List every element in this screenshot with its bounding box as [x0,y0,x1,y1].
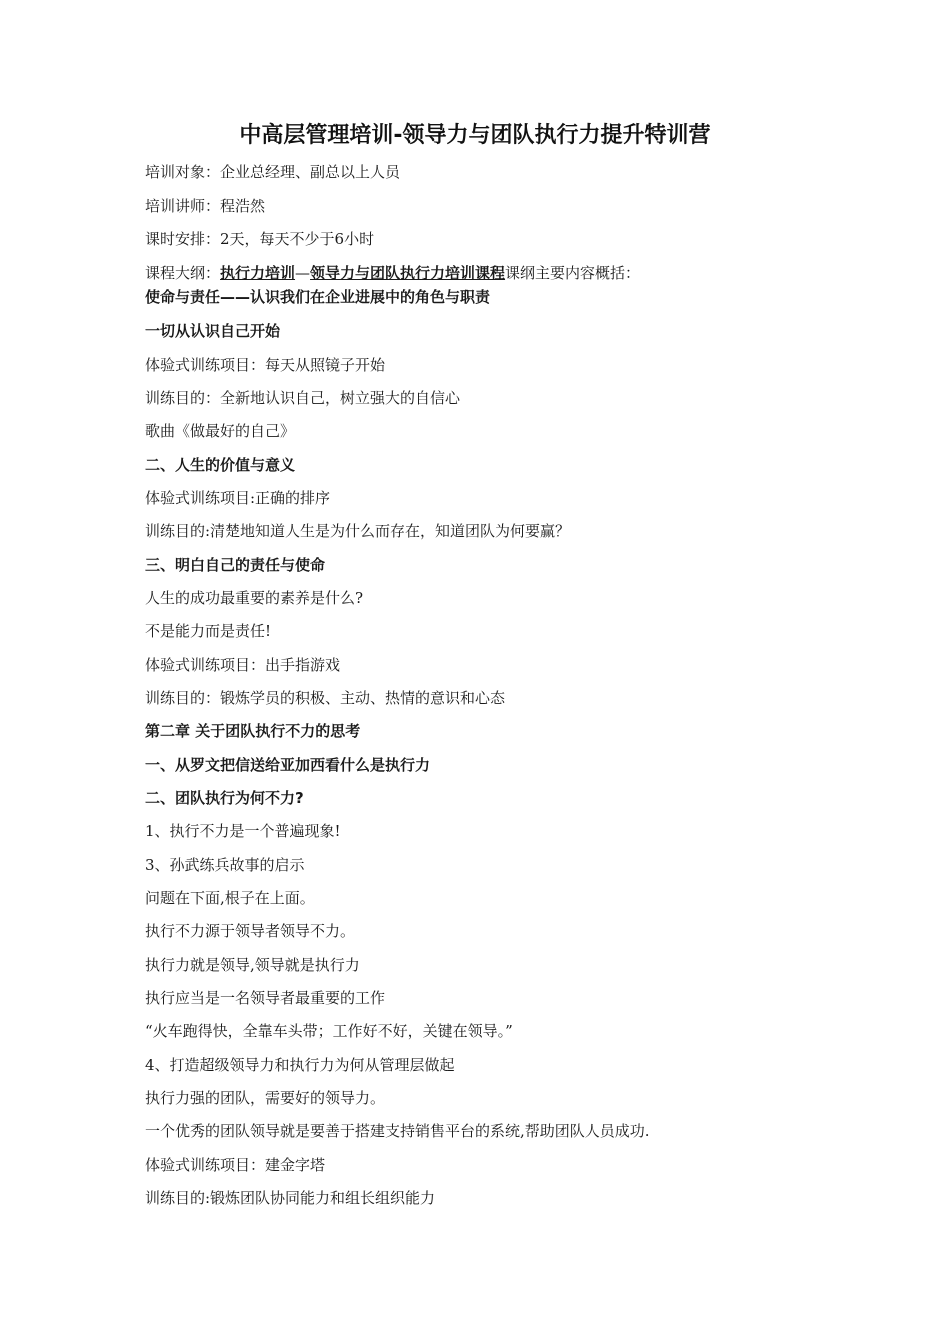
body-line: 人生的成功最重要的素养是什么? [145,589,364,607]
body-line: 问题在下面,根子在上面。 [145,889,315,907]
info-schedule: 课时安排：2天，每天不少于6小时 [145,230,375,248]
outline-suffix: 课纲主要内容概括： [505,264,641,282]
section-heading: 二、团队执行为何不力? [145,789,304,807]
document-title: 中高层管理培训-领导力与团队执行力提升特训营 [239,123,711,148]
body-line: 1、执行不力是一个普遍现象! [145,822,341,840]
body-line: 体验式训练项目:正确的排序 [145,489,331,507]
body-line: 执行不力源于领导者领导不力。 [145,922,356,940]
section-heading: 二、人生的价值与意义 [145,456,296,474]
body-line: 训练目的：全新地认识自己，树立强大的自信心 [145,389,461,407]
section-heading: 一切从认识自己开始 [145,322,281,340]
body-line: 执行力强的团队，需要好的领导力。 [145,1089,386,1107]
outline-link-course[interactable]: 领导力与团队执行力培训课程 [310,264,506,282]
body-line: 执行应当是一名领导者最重要的工作 [145,989,386,1007]
outline-link-execution[interactable]: 执行力培训 [220,264,296,282]
body-line: 训练目的：锻炼学员的积极、主动、热情的意识和心态 [145,689,506,707]
body-line: 体验式训练项目：出手指游戏 [145,656,341,674]
info-lecturer: 培训讲师：程浩然 [145,197,266,215]
body-line: 训练目的:清楚地知道人生是为什么而存在，知道团队为何要赢？ [145,522,571,540]
body-line: 一个优秀的团队领导就是要善于搭建支持销售平台的系统,帮助团队人员成功. [145,1122,650,1140]
info-target: 培训对象：企业总经理、副总以上人员 [145,163,401,181]
outline-prefix: 课程大纲： [145,264,221,282]
section-heading: 一、从罗文把信送给亚加西看什么是执行力 [145,756,431,774]
body-line: 执行力就是领导,领导就是执行力 [145,956,360,974]
body-line: 体验式训练项目：建金字塔 [145,1156,326,1174]
body-line: 体验式训练项目：每天从照镜子开始 [145,356,386,374]
body-line: 3、孙武练兵故事的启示 [145,856,305,874]
section-heading: 第二章 关于团队执行不力的思考 [145,722,361,740]
body-line: 不是能力而是责任! [145,622,272,640]
section-heading: 使命与责任——认识我们在企业进展中的角色与职责 [145,288,491,306]
outline-separator: — [295,264,311,282]
section-heading: 三、明白自己的责任与使命 [145,556,326,574]
body-line: 4、打造超级领导力和执行力为何从管理层做起 [145,1056,455,1074]
body-line: “火车跑得快，全靠车头带；工作好不好，关键在领导。” [145,1022,513,1040]
body-line: 训练目的:锻炼团队协同能力和组长组织能力 [145,1189,436,1207]
outline-line [145,261,640,285]
body-line: 歌曲《做最好的自己》 [145,422,296,440]
